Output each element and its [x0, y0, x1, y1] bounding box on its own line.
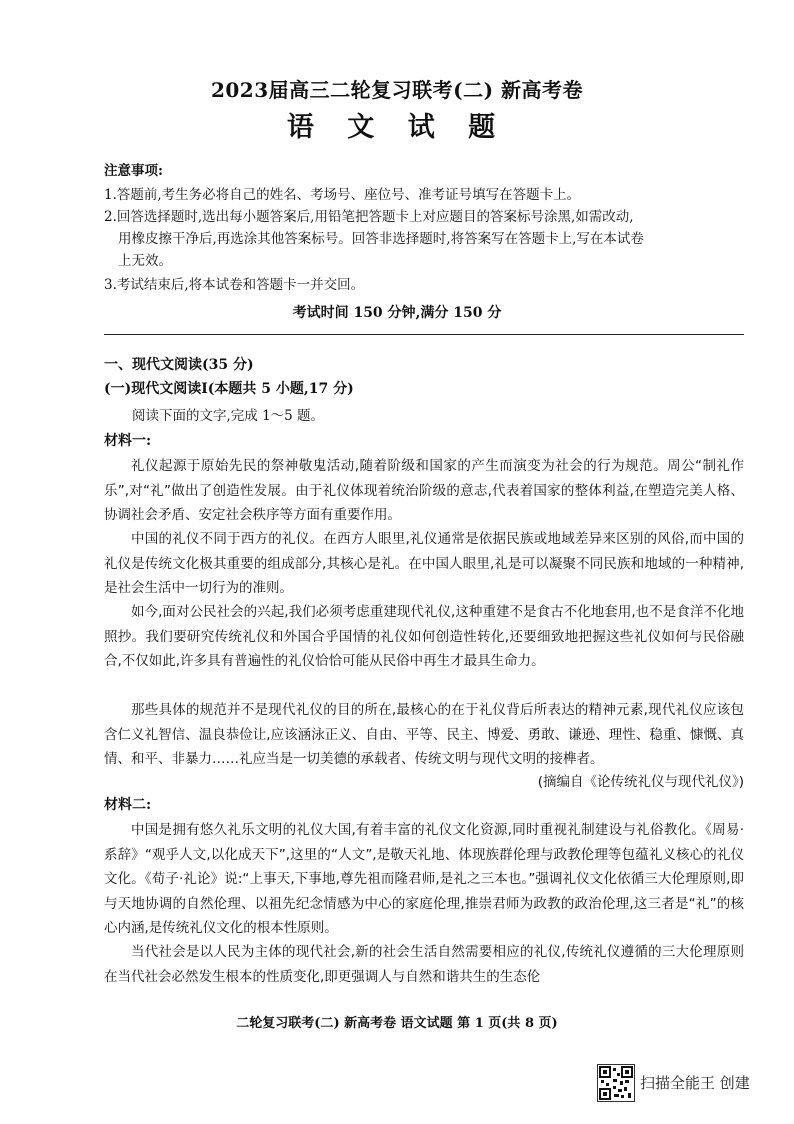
material-2-paragraph: 当代社会是以人民为主体的现代社会,新的社会生活自然需要相应的礼仪,传统礼仪遵循的三大伦理原则在当代社会必然发生根本的性质变化,即更强调人与自然和谐共生的生态伦	[104, 944, 744, 985]
notice-item-2: 2.回答选择题时,选出每小题答案后,用铅笔把答题卡上对应题目的答案标号涂黑,如需改动,	[104, 209, 634, 225]
material-1-heading: 材料一:	[104, 433, 152, 449]
material-2-heading: 材料二:	[104, 797, 152, 813]
material-1-source: (摘编自《论传统礼仪与现代礼仪》)	[537, 774, 744, 790]
material-1-paragraph: 中国的礼仪不同于西方的礼仪。在西方人眼里,礼仪通常是依据民族或地域差异来区别的风俗,而中国的礼仪是传统文化极其重要的组成部分,其核心是礼。在中国人眼里,礼是可以凝聚不同民族和地域的一种精神,是社会生活中一切行为的准则。	[104, 531, 744, 596]
subsection-heading: (一)现代文阅读Ⅰ(本题共 5 小题,17 分)	[104, 381, 354, 397]
notice-item-2-line-2: 用橡皮擦干净后,再选涂其他答案标号。回答非选择题时,将答案写在答题卡上,写在本试卷	[118, 231, 644, 247]
scanner-watermark: 扫描全能王 创建	[640, 1074, 750, 1092]
material-2-paragraph: 中国是拥有悠久礼乐文明的礼仪大国,有着丰富的礼仪文化资源,同时重视礼制建设与礼俗教化。《周易·系辞》“观乎人文,以化成天下”,这里的“人文”,是敬天礼地、体现族群伦理与政教伦理等包蕴礼义核心的礼仪文化。《荀子·礼论》说:“上事天,下事地,尊先祖而隆君师,是礼之三本也。”强调礼仪文化依循三大伦理原则,即与天地协调的自然伦理、以祖先纪念情感为中心的家庭伦理,推崇君师为政教的政治伦理,这三者是“礼”的核心内涵,是传统礼仪文化的根本性原则。	[104, 822, 744, 936]
notice-item-2-line-3: 上无效。	[118, 253, 172, 269]
material-1-paragraph: 如今,面对公民社会的兴起,我们必须考虑重建现代礼仪,这种重建不是食古不化地套用,也不是食洋不化地照抄。我们要研究传统礼仪和外国合乎国情的礼仪如何创造性转化,还要细致地把握这些礼仪如何与民俗融合,不仅如此,许多具有普遍性的礼仪恰恰可能从民俗中再生才最具生命力。	[104, 604, 744, 669]
exam-info: 考试时间 150 分钟,满分 150 分	[292, 305, 502, 321]
material-1-paragraph: 那些具体的规范并不是现代礼仪的目的所在,最核心的在于礼仪背后所表达的精神元素,现代礼仪应该包含仁义礼智信、温良恭俭让,应该涵泳正义、自由、平等、民主、博爱、勇敢、谦逊、理性、稳重、慷慨、真情、和平、非暴力……礼应当是一切美德的承载者、传统文明与现代文明的接榫者。	[104, 702, 744, 767]
page-footer: 二轮复习联考(二) 新高考卷 语文试题 第 1 页(共 8 页)	[236, 1016, 558, 1031]
subject-title: 语 文 试 题	[286, 112, 508, 143]
section-heading: 一、现代文阅读(35 分)	[104, 357, 254, 373]
qr-code-icon	[597, 1064, 635, 1102]
material-1-paragraph: 礼仪起源于原始先民的祭神敬鬼活动,随着阶级和国家的产生而演变为社会的行为规范。周公“制礼作乐”,对“礼”做出了创造性发展。由于礼仪体现着统治阶级的意志,代表着国家的整体利益,在塑造完美人格、协调社会矛盾、安定社会秩序等方面有重要作用。	[104, 458, 744, 523]
notice-heading: 注意事项:	[104, 163, 163, 179]
notice-item-3: 3.考试结束后,将本试卷和答题卡一并交回。	[104, 277, 365, 293]
instruction: 阅读下面的文字,完成 1～5 题。	[132, 408, 325, 424]
exam-title: 2023届高三二轮复习联考(二) 新高考卷	[210, 78, 584, 102]
notice-item-1: 1.答题前,考生务必将自己的姓名、考场号、座位号、准考证号填写在答题卡上。	[104, 187, 581, 203]
divider	[104, 334, 744, 335]
